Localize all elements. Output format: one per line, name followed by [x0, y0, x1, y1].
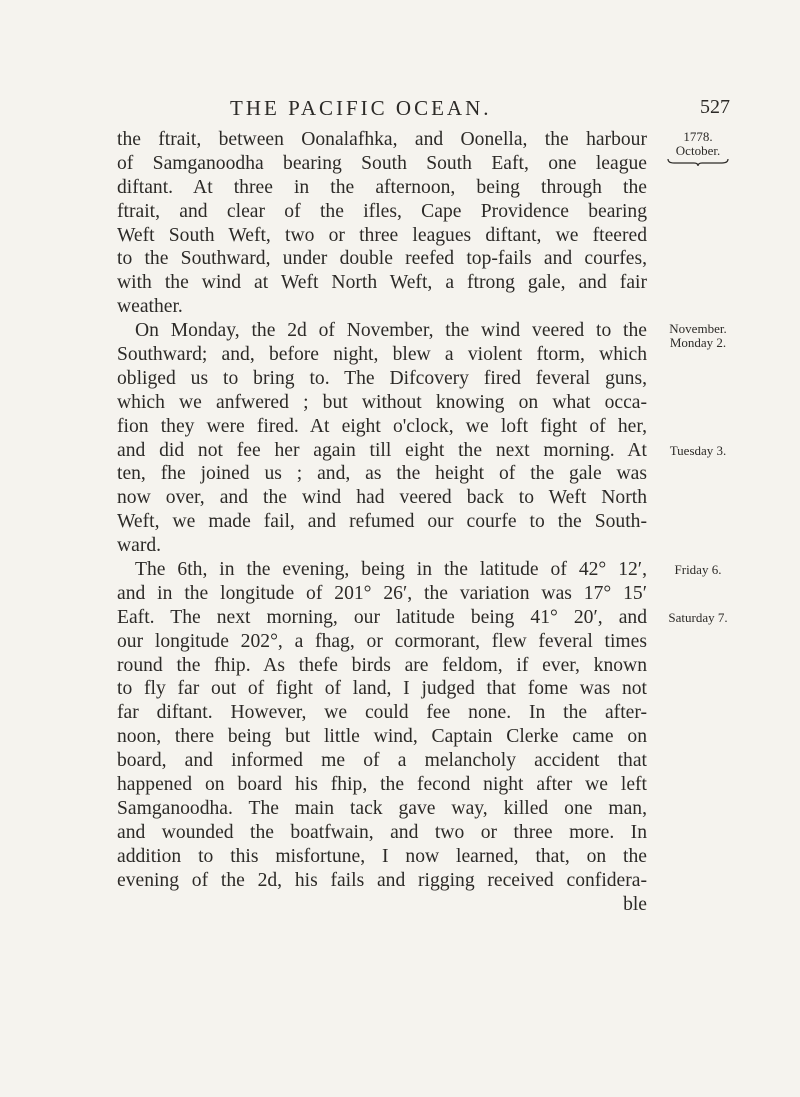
margin-november: November. [669, 321, 727, 336]
margin-month: October. [675, 143, 721, 158]
text-line: ten, fhe joined us ; and, as the height of the gale was [117, 463, 647, 485]
running-head: THE PACIFIC OCEAN. [230, 96, 492, 120]
text-line: addition to this misfortune, I now learned, that, on the [117, 845, 647, 867]
margin-note-date-october [658, 130, 738, 166]
margin-tuesday: Tuesday 3. [669, 443, 727, 458]
page-number: 527 [700, 96, 730, 118]
body-text [117, 128, 647, 916]
text-line: Southward; and, before night, blew a violent ftorm, which [117, 344, 647, 366]
text-line: ward. [117, 535, 162, 557]
margin-note-friday [658, 563, 738, 577]
text-line: happened on board his fhip, the fecond night after we left [117, 774, 647, 796]
text-line: of Samganoodha bearing South South Eaft, one league [117, 152, 647, 174]
text-line: and wounded the boatfwain, and two or three more. In [117, 821, 647, 843]
margin-note-saturday [658, 611, 738, 625]
text-line: which we anfwered ; but without knowing on what occa- [117, 391, 647, 413]
text-line: round the fhip. As thefe birds are feldom, if ever, known [117, 654, 647, 676]
text-line: Eaft. The next morning, our latitude being 41° 20′, and [117, 606, 647, 628]
text-line: ftrait, and clear of the ifles, Cape Providence bearing [117, 200, 647, 222]
text-line: Weft South Weft, two or three leagues diftant, we fteered [117, 224, 647, 246]
text-line: our longitude 202°, a fhag, or cormorant, flew feveral times [117, 630, 647, 652]
text-line: now over, and the wind had veered back to Weft North [117, 487, 647, 509]
text-line: noon, there being but little wind, Captain Clerke came on [117, 726, 647, 748]
text-line: the ftrait, between Oonalafhka, and Oonella, the harbour [117, 129, 647, 150]
brace-icon [666, 158, 730, 166]
text-line: to fly far out of fight of land, I judged that fome was not [117, 678, 647, 700]
text-line: board, and informed me of a melancholy accident that [117, 750, 647, 772]
text-line: fion they were fired. At eight o'clock, we loft fight of her, [117, 415, 647, 437]
margin-note-november [658, 322, 738, 350]
text-line: evening of the 2d, his fails and rigging received confidera- [117, 869, 647, 891]
catchword: ble [623, 893, 647, 915]
text-line: weather. [117, 296, 183, 318]
margin-monday: Monday 2. [669, 335, 727, 350]
text-line: and did not fee her again till eight the next morning. At [117, 439, 647, 461]
margin-note-tuesday [658, 444, 738, 458]
margin-year: 1778. [683, 129, 713, 144]
text-line: On Monday, the 2d of November, the wind veered to the [135, 320, 647, 342]
text-line: to the Southward, under double reefed top-fails and courfes, [117, 248, 647, 270]
text-line: with the wind at Weft North Weft, a ftrong gale, and fair [117, 272, 647, 294]
text-line: Weft, we made fail, and refumed our courfe to the South- [117, 511, 647, 533]
text-line: and in the longitude of 201° 26′, the variation was 17° 15′ [117, 582, 647, 604]
margin-friday: Friday 6. [674, 562, 722, 577]
text-line: Samganoodha. The main tack gave way, killed one man, [117, 797, 647, 819]
text-line: far diftant. However, we could fee none. In the after- [117, 702, 647, 724]
margin-saturday: Saturday 7. [668, 610, 728, 625]
text-line: diftant. At three in the afternoon, being through the [117, 176, 647, 198]
text-line: The 6th, in the evening, being in the latitude of 42° 12′, [135, 559, 647, 581]
text-line: obliged us to bring to. The Difcovery fired feveral guns, [117, 367, 647, 389]
